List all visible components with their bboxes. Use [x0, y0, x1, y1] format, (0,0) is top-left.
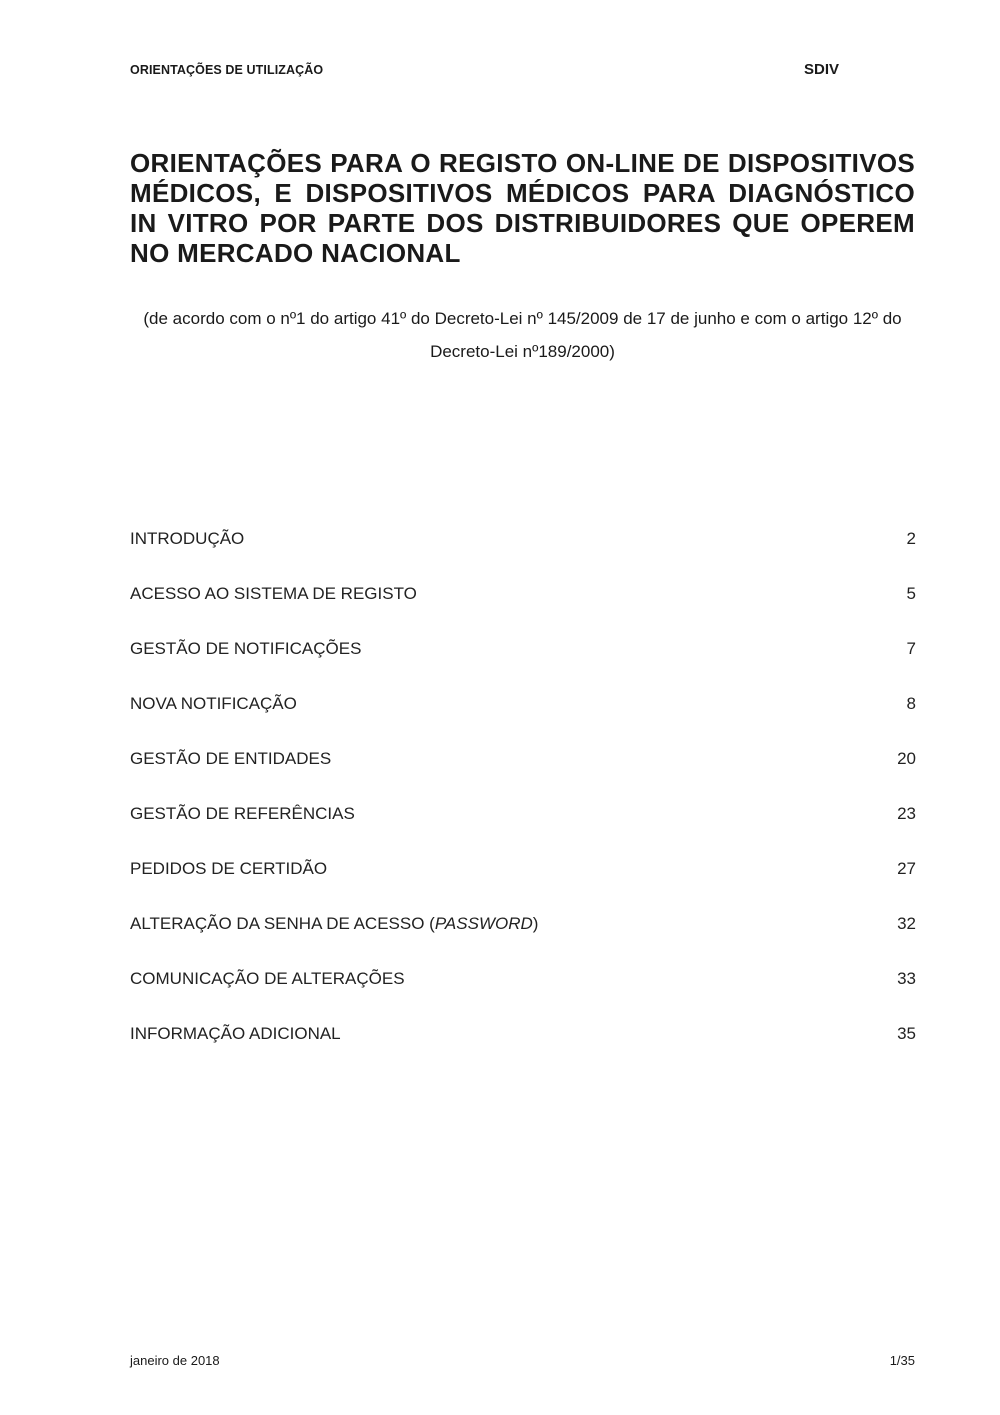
- toc-entry-nova-notificacao[interactable]: [130, 691, 916, 746]
- toc-entry-page: 7: [906, 639, 916, 658]
- running-header-code: SDIV: [804, 61, 840, 78]
- footer-page-number: 1/35: [889, 1353, 915, 1368]
- toc-entry-comunicacao-alteracoes[interactable]: [130, 966, 916, 1021]
- table-of-contents: [130, 526, 916, 1076]
- toc-entry-label: GESTÃO DE NOTIFICAÇÕES: [130, 639, 362, 658]
- toc-entry-gestao-referencias[interactable]: [130, 801, 916, 856]
- toc-entry-label: GESTÃO DE ENTIDADES: [130, 749, 332, 768]
- toc-entry-label-prefix: ALTERAÇÃO DA SENHA DE ACESSO (: [130, 914, 435, 933]
- toc-entry-acesso[interactable]: [130, 581, 916, 636]
- running-header-title: ORIENTAÇÕES DE UTILIZAÇÃO: [130, 63, 324, 77]
- toc-entry-label-italic: PASSWORD: [434, 914, 533, 933]
- toc-entry-label: COMUNICAÇÃO DE ALTERAÇÕES: [130, 969, 405, 988]
- toc-entry-page: 20: [897, 749, 916, 768]
- footer-date: janeiro de 2018: [130, 1353, 220, 1368]
- document-subtitle: (de acordo com o nº1 do artigo 41º do Decreto-Lei nº 145/2009 de 17 de junho e com o artigo 12º do Decreto-Lei nº189/2000): [143, 309, 902, 361]
- toc-entry-label: [130, 911, 538, 937]
- toc-entry-alteracao-senha[interactable]: [130, 911, 916, 966]
- toc-entry-pedidos-certidao[interactable]: [130, 856, 916, 911]
- toc-entry-page: 23: [897, 804, 916, 823]
- toc-entry-page: 35: [897, 1024, 916, 1043]
- document-title: ORIENTAÇÕES PARA O REGISTO ON-LINE DE DISPOSITIVOS MÉDICOS, E DISPOSITIVOS MÉDICOS PARA DIAGNÓSTICO IN VITRO POR PARTE DOS DISTRIBUIDORES QUE OPEREM NO MERCADO NACIONAL: [130, 148, 915, 268]
- toc-entry-page: 33: [897, 969, 916, 988]
- toc-entry-label-suffix: ): [532, 914, 539, 933]
- toc-entry-page: 27: [897, 859, 916, 878]
- toc-entry-label: PEDIDOS DE CERTIDÃO: [130, 859, 328, 878]
- toc-entry-label: INFORMAÇÃO ADICIONAL: [130, 1024, 341, 1043]
- toc-entry-informacao-adicional[interactable]: [130, 1021, 916, 1076]
- toc-entry-label: GESTÃO DE REFERÊNCIAS: [130, 804, 355, 823]
- toc-entry-page: 8: [906, 694, 916, 713]
- toc-entry-introducao[interactable]: [130, 526, 916, 581]
- toc-entry-label: INTRODUÇÃO: [130, 529, 245, 548]
- toc-entry-label: NOVA NOTIFICAÇÃO: [130, 694, 297, 713]
- toc-entry-page: 32: [897, 914, 916, 933]
- toc-entry-page: 5: [906, 584, 916, 603]
- toc-entry-label: ACESSO AO SISTEMA DE REGISTO: [130, 584, 417, 603]
- toc-entry-page: 2: [906, 529, 916, 548]
- toc-entry-gestao-entidades[interactable]: [130, 746, 916, 801]
- toc-entry-gestao-notificacoes[interactable]: [130, 636, 916, 691]
